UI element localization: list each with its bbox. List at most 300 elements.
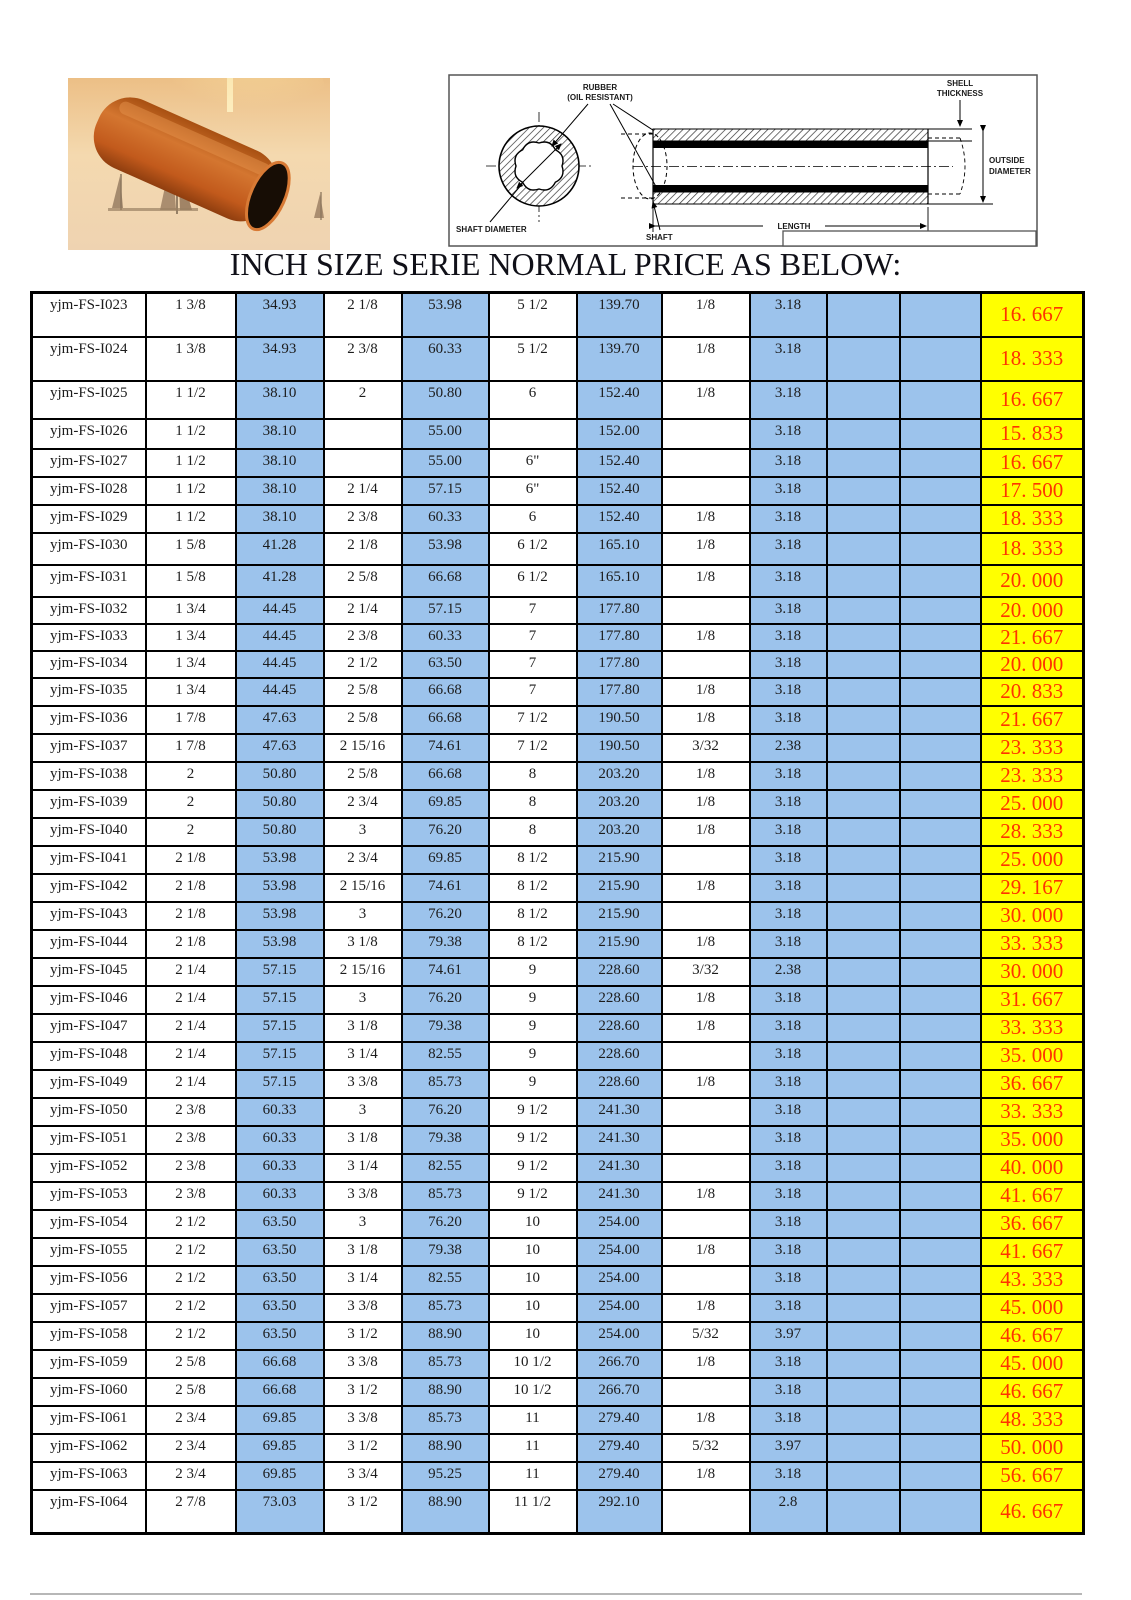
outer-diameter-mm-cell: 79.38 [402, 1238, 489, 1266]
wall-inch-cell: 1/8 [662, 678, 750, 706]
wall-inch-cell: 1/8 [662, 1406, 750, 1434]
table-row [32, 449, 1084, 477]
length-inch-cell: 8 1/2 [489, 902, 577, 930]
wall-inch-cell: 1/8 [662, 790, 750, 818]
wall-mm-cell: 3.18 [750, 381, 827, 419]
outer-diameter-mm-cell: 82.55 [402, 1266, 489, 1294]
wall-mm-cell: 3.18 [750, 293, 827, 337]
table-row [32, 1294, 1084, 1322]
part-number-cell: yjm-FS-I061 [32, 1406, 146, 1434]
table-row [32, 565, 1084, 597]
blank-cell-1 [827, 902, 900, 930]
part-number-cell: yjm-FS-I040 [32, 818, 146, 846]
wall-inch-cell [662, 651, 750, 678]
shaft-size-mm-cell: 38.10 [236, 381, 324, 419]
part-number-cell: yjm-FS-I030 [32, 533, 146, 565]
table-row [32, 734, 1084, 762]
part-number-cell: yjm-FS-I044 [32, 930, 146, 958]
part-number-cell: yjm-FS-I059 [32, 1350, 146, 1378]
part-number-cell: yjm-FS-I026 [32, 419, 146, 449]
blank-cell-1 [827, 1042, 900, 1070]
table-row [32, 651, 1084, 678]
outer-diameter-mm-cell: 74.61 [402, 874, 489, 902]
part-number-cell: yjm-FS-I033 [32, 624, 146, 651]
outer-diameter-inch-cell: 3 1/8 [324, 930, 402, 958]
wall-mm-cell: 3.18 [750, 790, 827, 818]
length-mm-cell: 254.00 [577, 1210, 662, 1238]
part-number-cell: yjm-FS-I038 [32, 762, 146, 790]
price-cell: 17. 500 [981, 477, 1084, 505]
outer-diameter-mm-cell: 63.50 [402, 651, 489, 678]
wall-mm-cell: 3.18 [750, 449, 827, 477]
shaft-size-mm-cell: 57.15 [236, 1042, 324, 1070]
length-inch-cell: 11 [489, 1406, 577, 1434]
outer-diameter-mm-cell: 66.68 [402, 565, 489, 597]
wall-inch-cell: 1/8 [662, 1070, 750, 1098]
shaft-size-inch-cell: 2 7/8 [146, 1490, 236, 1534]
blank-cell-2 [900, 1210, 981, 1238]
length-mm-cell: 177.80 [577, 651, 662, 678]
shaft-size-mm-cell: 63.50 [236, 1322, 324, 1350]
outer-diameter-inch-cell: 2 3/4 [324, 846, 402, 874]
blank-cell-2 [900, 958, 981, 986]
shaft-size-inch-cell: 1 1/2 [146, 381, 236, 419]
part-number-cell: yjm-FS-I032 [32, 597, 146, 624]
outer-diameter-mm-cell: 55.00 [402, 419, 489, 449]
shaft-size-inch-cell: 2 3/8 [146, 1182, 236, 1210]
length-mm-cell: 241.30 [577, 1182, 662, 1210]
shell-thickness-label-line2: THICKNESS [936, 89, 984, 98]
outer-diameter-inch-cell: 3 3/8 [324, 1406, 402, 1434]
wall-inch-cell: 1/8 [662, 533, 750, 565]
blank-cell-2 [900, 1378, 981, 1406]
blank-cell-2 [900, 533, 981, 565]
shaft-size-inch-cell: 2 3/4 [146, 1406, 236, 1434]
length-inch-cell: 6 1/2 [489, 533, 577, 565]
length-mm-cell: 152.40 [577, 381, 662, 419]
blank-cell-2 [900, 337, 981, 381]
shaft-size-inch-cell: 2 1/2 [146, 1294, 236, 1322]
shaft-size-inch-cell: 2 1/8 [146, 930, 236, 958]
length-mm-cell: 152.00 [577, 419, 662, 449]
shaft-size-inch-cell: 2 1/4 [146, 1070, 236, 1098]
shaft-size-inch-cell: 1 1/2 [146, 505, 236, 533]
length-inch-cell: 9 [489, 1042, 577, 1070]
price-cell: 20. 000 [981, 565, 1084, 597]
part-number-cell: yjm-FS-I037 [32, 734, 146, 762]
outer-diameter-inch-cell: 2 15/16 [324, 734, 402, 762]
wall-inch-cell: 1/8 [662, 565, 750, 597]
length-inch-cell: 8 [489, 790, 577, 818]
wall-mm-cell: 3.18 [750, 565, 827, 597]
outer-diameter-inch-cell: 2 3/8 [324, 337, 402, 381]
part-number-cell: yjm-FS-I063 [32, 1462, 146, 1490]
blank-cell-2 [900, 449, 981, 477]
length-mm-cell: 228.60 [577, 1014, 662, 1042]
outer-diameter-inch-cell: 3 3/8 [324, 1350, 402, 1378]
blank-cell-1 [827, 1350, 900, 1378]
shaft-size-inch-cell: 1 3/4 [146, 624, 236, 651]
wall-inch-cell [662, 1490, 750, 1534]
blank-cell-2 [900, 419, 981, 449]
shaft-size-inch-cell: 1 3/4 [146, 678, 236, 706]
shaft-size-inch-cell: 2 5/8 [146, 1350, 236, 1378]
price-table-body [32, 293, 1084, 1534]
length-mm-cell: 228.60 [577, 958, 662, 986]
outer-diameter-inch-cell: 2 3/8 [324, 624, 402, 651]
outer-diameter-mm-cell: 50.80 [402, 381, 489, 419]
part-number-cell: yjm-FS-I041 [32, 846, 146, 874]
length-mm-cell: 279.40 [577, 1434, 662, 1462]
shaft-size-mm-cell: 66.68 [236, 1350, 324, 1378]
outer-diameter-inch-cell: 2 3/4 [324, 790, 402, 818]
wall-mm-cell: 3.18 [750, 1070, 827, 1098]
table-row [32, 1322, 1084, 1350]
blank-cell-1 [827, 651, 900, 678]
blank-cell-1 [827, 565, 900, 597]
table-row [32, 624, 1084, 651]
table-row [32, 477, 1084, 505]
wall-mm-cell: 3.18 [750, 1098, 827, 1126]
length-inch-cell: 7 [489, 597, 577, 624]
rubber-bottom [653, 185, 928, 192]
length-inch-cell: 6" [489, 477, 577, 505]
shell-bottom [653, 192, 928, 204]
shaft-size-inch-cell: 2 1/8 [146, 902, 236, 930]
blank-cell-1 [827, 293, 900, 337]
length-mm-cell: 215.90 [577, 902, 662, 930]
length-mm-cell: 152.40 [577, 449, 662, 477]
blank-cell-1 [827, 1462, 900, 1490]
shaft-size-mm-cell: 50.80 [236, 790, 324, 818]
part-number-cell: yjm-FS-I049 [32, 1070, 146, 1098]
blank-cell-1 [827, 1322, 900, 1350]
blank-cell-1 [827, 533, 900, 565]
part-number-cell: yjm-FS-I051 [32, 1126, 146, 1154]
wall-inch-cell: 1/8 [662, 874, 750, 902]
length-mm-cell: 215.90 [577, 846, 662, 874]
length-mm-cell: 228.60 [577, 1042, 662, 1070]
outer-diameter-inch-cell: 3 1/2 [324, 1378, 402, 1406]
outer-diameter-mm-cell: 88.90 [402, 1378, 489, 1406]
length-mm-cell: 177.80 [577, 597, 662, 624]
wall-mm-cell: 3.97 [750, 1434, 827, 1462]
outer-diameter-mm-cell: 76.20 [402, 1098, 489, 1126]
shaft-size-inch-cell: 2 [146, 818, 236, 846]
blank-cell-2 [900, 1070, 981, 1098]
shaft-size-inch-cell: 1 7/8 [146, 734, 236, 762]
wall-mm-cell: 3.18 [750, 1154, 827, 1182]
rubber-label-line1: RUBBER [582, 83, 618, 92]
length-inch-cell: 7 [489, 678, 577, 706]
blank-cell-2 [900, 1126, 981, 1154]
shaft-size-mm-cell: 53.98 [236, 874, 324, 902]
shaft-size-inch-cell: 1 3/4 [146, 651, 236, 678]
blank-cell-2 [900, 846, 981, 874]
shaft-size-inch-cell: 2 1/8 [146, 846, 236, 874]
price-cell: 33. 333 [981, 1014, 1084, 1042]
price-cell: 35. 000 [981, 1042, 1084, 1070]
wall-inch-cell: 1/8 [662, 381, 750, 419]
table-row [32, 293, 1084, 337]
length-inch-cell: 5 1/2 [489, 293, 577, 337]
blank-cell-2 [900, 1350, 981, 1378]
outer-diameter-inch-cell [324, 449, 402, 477]
price-cell: 30. 000 [981, 958, 1084, 986]
blank-cell-1 [827, 1294, 900, 1322]
length-inch-cell: 11 [489, 1434, 577, 1462]
wall-inch-cell [662, 1210, 750, 1238]
wall-mm-cell: 3.18 [750, 1350, 827, 1378]
length-mm-cell: 190.50 [577, 706, 662, 734]
wall-inch-cell: 1/8 [662, 1294, 750, 1322]
table-row [32, 1042, 1084, 1070]
length-inch-cell: 5 1/2 [489, 337, 577, 381]
part-number-cell: yjm-FS-I039 [32, 790, 146, 818]
wall-mm-cell: 2.38 [750, 734, 827, 762]
blank-cell-1 [827, 477, 900, 505]
part-number-cell: yjm-FS-I028 [32, 477, 146, 505]
part-number-cell: yjm-FS-I024 [32, 337, 146, 381]
wall-inch-cell [662, 1154, 750, 1182]
table-row [32, 1378, 1084, 1406]
outer-diameter-mm-cell: 76.20 [402, 818, 489, 846]
blank-cell-2 [900, 762, 981, 790]
table-row [32, 958, 1084, 986]
part-number-cell: yjm-FS-I064 [32, 1490, 146, 1534]
outer-diameter-mm-cell: 82.55 [402, 1154, 489, 1182]
wall-inch-cell: 1/8 [662, 624, 750, 651]
blank-cell-1 [827, 419, 900, 449]
outer-diameter-mm-cell: 88.90 [402, 1434, 489, 1462]
blank-cell-1 [827, 1434, 900, 1462]
outer-diameter-mm-cell: 53.98 [402, 533, 489, 565]
blank-cell-2 [900, 1182, 981, 1210]
blank-cell-1 [827, 734, 900, 762]
length-inch-cell: 9 1/2 [489, 1154, 577, 1182]
outer-diameter-mm-cell: 85.73 [402, 1350, 489, 1378]
price-cell: 46. 667 [981, 1490, 1084, 1534]
outer-diameter-inch-cell: 3 1/8 [324, 1014, 402, 1042]
price-cell: 40. 000 [981, 1154, 1084, 1182]
shaft-size-mm-cell: 44.45 [236, 678, 324, 706]
shaft-size-mm-cell: 69.85 [236, 1406, 324, 1434]
part-number-cell: yjm-FS-I058 [32, 1322, 146, 1350]
wall-inch-cell [662, 1266, 750, 1294]
table-row [32, 1182, 1084, 1210]
outer-diameter-inch-cell: 2 [324, 381, 402, 419]
outer-diameter-mm-cell: 79.38 [402, 1126, 489, 1154]
shaft-size-inch-cell: 1 3/8 [146, 293, 236, 337]
blank-cell-1 [827, 706, 900, 734]
wall-mm-cell: 3.18 [750, 1378, 827, 1406]
table-row [32, 1434, 1084, 1462]
price-cell: 21. 667 [981, 706, 1084, 734]
blank-cell-1 [827, 678, 900, 706]
shaft-size-mm-cell: 60.33 [236, 1182, 324, 1210]
price-cell: 45. 000 [981, 1294, 1084, 1322]
wall-mm-cell: 3.18 [750, 1294, 827, 1322]
blank-cell-2 [900, 597, 981, 624]
shaft-size-inch-cell: 2 1/8 [146, 874, 236, 902]
blank-cell-2 [900, 624, 981, 651]
outer-diameter-mm-cell: 60.33 [402, 505, 489, 533]
price-cell: 18. 333 [981, 533, 1084, 565]
wall-inch-cell [662, 597, 750, 624]
part-number-cell: yjm-FS-I045 [32, 958, 146, 986]
length-mm-cell: 254.00 [577, 1238, 662, 1266]
blank-cell-2 [900, 818, 981, 846]
table-row [32, 818, 1084, 846]
wall-mm-cell: 3.18 [750, 1406, 827, 1434]
price-cell: 28. 333 [981, 818, 1084, 846]
shaft-size-inch-cell: 2 3/8 [146, 1154, 236, 1182]
blank-cell-2 [900, 1322, 981, 1350]
shaft-size-inch-cell: 1 7/8 [146, 706, 236, 734]
table-row [32, 1490, 1084, 1534]
blank-cell-1 [827, 930, 900, 958]
table-row [32, 597, 1084, 624]
blank-cell-1 [827, 818, 900, 846]
shaft-size-mm-cell: 38.10 [236, 477, 324, 505]
outer-diameter-inch-cell: 2 15/16 [324, 874, 402, 902]
length-inch-cell: 8 1/2 [489, 930, 577, 958]
shaft-size-inch-cell: 2 1/4 [146, 1014, 236, 1042]
blank-cell-2 [900, 565, 981, 597]
outer-diameter-inch-cell: 2 1/8 [324, 533, 402, 565]
wall-inch-cell: 1/8 [662, 762, 750, 790]
wall-mm-cell: 3.18 [750, 874, 827, 902]
wall-inch-cell: 1/8 [662, 1182, 750, 1210]
table-row [32, 790, 1084, 818]
wall-inch-cell: 1/8 [662, 930, 750, 958]
blank-cell-1 [827, 1238, 900, 1266]
wall-mm-cell: 3.18 [750, 1462, 827, 1490]
outer-diameter-mm-cell: 79.38 [402, 930, 489, 958]
shaft-size-inch-cell: 1 1/2 [146, 477, 236, 505]
wall-mm-cell: 3.18 [750, 1238, 827, 1266]
length-mm-cell: 241.30 [577, 1098, 662, 1126]
length-mm-cell: 215.90 [577, 930, 662, 958]
outer-diameter-inch-cell: 3 [324, 1098, 402, 1126]
blank-cell-2 [900, 1154, 981, 1182]
length-mm-cell: 292.10 [577, 1490, 662, 1534]
length-inch-cell: 6" [489, 449, 577, 477]
table-row [32, 678, 1084, 706]
shaft-size-inch-cell: 1 1/2 [146, 449, 236, 477]
part-number-cell: yjm-FS-I052 [32, 1154, 146, 1182]
shaft-size-inch-cell: 1 5/8 [146, 565, 236, 597]
price-cell: 36. 667 [981, 1210, 1084, 1238]
shaft-size-mm-cell: 47.63 [236, 734, 324, 762]
shaft-size-inch-cell: 1 3/4 [146, 597, 236, 624]
shaft-size-mm-cell: 44.45 [236, 624, 324, 651]
part-number-cell: yjm-FS-I060 [32, 1378, 146, 1406]
part-number-cell: yjm-FS-I034 [32, 651, 146, 678]
price-cell: 30. 000 [981, 902, 1084, 930]
table-row [32, 1014, 1084, 1042]
outer-diameter-inch-cell: 2 5/8 [324, 706, 402, 734]
blank-cell-2 [900, 930, 981, 958]
outer-diameter-inch-cell: 3 1/2 [324, 1434, 402, 1462]
blank-cell-1 [827, 986, 900, 1014]
shaft-size-inch-cell: 2 3/8 [146, 1126, 236, 1154]
shaft-size-mm-cell: 44.45 [236, 651, 324, 678]
table-row [32, 762, 1084, 790]
table-row [32, 1098, 1084, 1126]
part-number-cell: yjm-FS-I056 [32, 1266, 146, 1294]
shaft-size-inch-cell: 2 1/4 [146, 986, 236, 1014]
table-row [32, 1350, 1084, 1378]
blank-cell-1 [827, 762, 900, 790]
length-mm-cell: 152.40 [577, 477, 662, 505]
blank-cell-2 [900, 1042, 981, 1070]
outer-diameter-mm-cell: 74.61 [402, 734, 489, 762]
price-cell: 45. 000 [981, 1350, 1084, 1378]
outer-diameter-inch-cell: 3 1/4 [324, 1154, 402, 1182]
part-number-cell: yjm-FS-I025 [32, 381, 146, 419]
shaft-diameter-label: SHAFT DIAMETER [456, 225, 527, 234]
price-cell: 20. 000 [981, 651, 1084, 678]
outer-diameter-inch-cell: 3 3/4 [324, 1462, 402, 1490]
price-cell: 18. 333 [981, 505, 1084, 533]
wall-inch-cell [662, 477, 750, 505]
part-number-cell: yjm-FS-I046 [32, 986, 146, 1014]
length-mm-cell: 203.20 [577, 818, 662, 846]
length-mm-cell: 228.60 [577, 986, 662, 1014]
table-row [32, 1154, 1084, 1182]
table-row [32, 505, 1084, 533]
wall-mm-cell: 2.38 [750, 958, 827, 986]
wall-mm-cell: 3.18 [750, 533, 827, 565]
blank-cell-2 [900, 1238, 981, 1266]
outer-diameter-mm-cell: 85.73 [402, 1070, 489, 1098]
part-number-cell: yjm-FS-I055 [32, 1238, 146, 1266]
outer-diameter-mm-cell: 85.73 [402, 1406, 489, 1434]
wall-inch-cell [662, 1042, 750, 1070]
blank-cell-2 [900, 1098, 981, 1126]
part-number-cell: yjm-FS-I048 [32, 1042, 146, 1070]
shaft-size-inch-cell: 1 1/2 [146, 419, 236, 449]
blank-cell-1 [827, 1210, 900, 1238]
wall-mm-cell: 3.18 [750, 624, 827, 651]
length-inch-cell: 10 1/2 [489, 1378, 577, 1406]
blank-cell-2 [900, 1266, 981, 1294]
outer-diameter-inch-cell: 3 1/4 [324, 1266, 402, 1294]
table-row [32, 986, 1084, 1014]
blank-cell-1 [827, 790, 900, 818]
outer-diameter-inch-cell: 2 1/4 [324, 597, 402, 624]
wall-mm-cell: 3.18 [750, 846, 827, 874]
outer-diameter-inch-cell: 2 5/8 [324, 762, 402, 790]
table-row [32, 902, 1084, 930]
length-mm-cell: 152.40 [577, 505, 662, 533]
length-inch-cell: 9 [489, 1014, 577, 1042]
blank-cell-2 [900, 874, 981, 902]
length-inch-cell: 8 [489, 818, 577, 846]
wall-inch-cell: 3/32 [662, 734, 750, 762]
blank-cell-1 [827, 1182, 900, 1210]
outer-diameter-inch-cell [324, 419, 402, 449]
length-inch-cell: 9 1/2 [489, 1098, 577, 1126]
shaft-size-mm-cell: 41.28 [236, 533, 324, 565]
table-row [32, 1238, 1084, 1266]
shaft-size-mm-cell: 38.10 [236, 419, 324, 449]
blank-cell-2 [900, 706, 981, 734]
length-mm-cell: 177.80 [577, 624, 662, 651]
price-cell: 41. 667 [981, 1182, 1084, 1210]
outer-diameter-mm-cell: 55.00 [402, 449, 489, 477]
